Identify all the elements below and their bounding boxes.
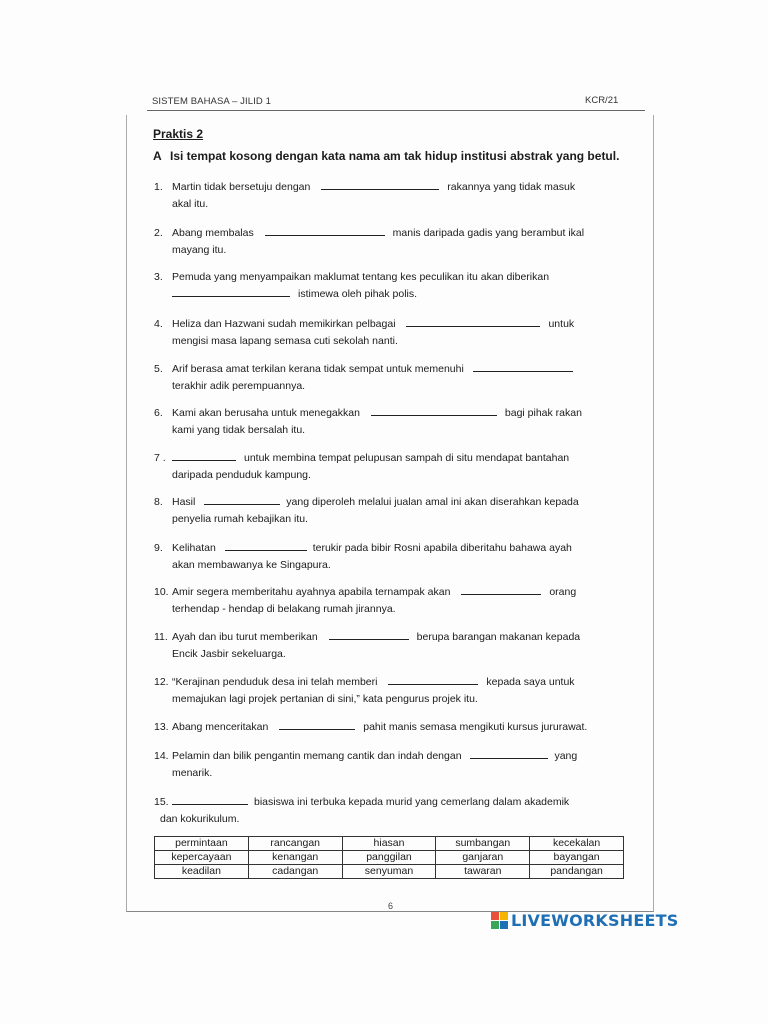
answer-blank-12[interactable] <box>388 675 478 685</box>
question-2: 2. Abang membalas manis daripada gadis yang berambut ikal mayang itu. <box>154 227 585 256</box>
answer-blank-1[interactable] <box>321 180 439 190</box>
question-14: 14. Pelamin dan bilik pengantin memang cantik dan indah dengan yang menarik. <box>154 750 578 779</box>
word-bank-cell: panggilan <box>342 851 436 865</box>
question-4: 4. Heliza dan Hazwani sudah memikirkan pelbagai untuk mengisi masa lapang semasa cuti sekolah nanti. <box>154 318 575 347</box>
answer-blank-14[interactable] <box>470 749 548 759</box>
question-9: 9. Kelihatan terukir pada bibir Rosni apabila diberitahu bahawa ayah akan membawanya ke Singapura. <box>154 542 572 571</box>
answer-blank-11[interactable] <box>329 630 409 640</box>
table-row <box>155 837 624 851</box>
word-bank-cell: tawaran <box>436 865 530 879</box>
word-bank-cell: hiasan <box>342 837 436 851</box>
logo-mark-icon <box>491 912 508 929</box>
answer-blank-3[interactable] <box>172 287 290 297</box>
word-bank-table <box>154 836 624 879</box>
word-bank-cell: keadilan <box>155 865 249 879</box>
answer-blank-8[interactable] <box>204 495 280 505</box>
instruction-letter: A <box>153 149 162 163</box>
question-6: 6. Kami akan berusaha untuk menegakkan bagi pihak rakan kami yang tidak bersalah itu. <box>154 407 582 436</box>
header-divider <box>147 110 645 111</box>
code-header: KCR/21 <box>585 95 619 106</box>
section-title: Praktis 2 <box>153 127 204 141</box>
instruction-text: Isi tempat kosong dengan kata nama am tak hidup institusi abstrak yang betul. <box>170 149 620 163</box>
answer-blank-10[interactable] <box>461 585 541 595</box>
word-bank-cell: sumbangan <box>436 837 530 851</box>
word-bank-cell: bayangan <box>530 851 624 865</box>
answer-blank-6[interactable] <box>371 406 497 416</box>
table-row <box>155 865 624 879</box>
answer-blank-5[interactable] <box>473 362 573 372</box>
page-number: 6 <box>388 901 394 911</box>
logo-text: LIVEWORKSHEETS <box>511 910 679 930</box>
question-8: 8. Hasil yang diperoleh melalui jualan amal ini akan diserahkan kepada penyelia rumah kebajikan itu. <box>154 496 579 525</box>
word-bank-cell: kepercayaan <box>155 851 249 865</box>
word-bank-cell: pandangan <box>530 865 624 879</box>
word-bank-cell: cadangan <box>248 865 342 879</box>
answer-blank-2[interactable] <box>265 226 385 236</box>
question-12: 12. “Kerajinan penduduk desa ini telah memberi kepada saya untuk memajukan lagi projek pertanian di sini,” kata pengurus projek itu. <box>154 676 575 705</box>
answer-blank-13[interactable] <box>279 720 355 730</box>
instruction <box>153 149 619 163</box>
book-header: SISTEM BAHASA – JILID 1 <box>152 96 271 107</box>
word-bank-cell: permintaan <box>155 837 249 851</box>
question-10: 10. Amir segera memberitahu ayahnya apabila ternampak akan orang terhendap - hendap di belakang rumah jirannya. <box>154 586 577 615</box>
word-bank-cell: rancangan <box>248 837 342 851</box>
word-bank-cell: senyuman <box>342 865 436 879</box>
liveworksheets-logo[interactable] <box>491 909 678 931</box>
answer-blank-9[interactable] <box>225 541 307 551</box>
question-5: 5. Arif berasa amat terkilan kerana tidak sempat untuk memenuhi terakhir adik perempuannya. <box>154 361 624 395</box>
question-15: 15. biasiswa ini terbuka kepada murid yang cemerlang dalam akademik dan kokurikulum. <box>154 796 570 825</box>
word-bank-cell: kecekalan <box>530 837 624 851</box>
table-row <box>155 851 624 865</box>
word-bank-cell: kenangan <box>248 851 342 865</box>
word-bank-cell: ganjaran <box>436 851 530 865</box>
question-11: 11. Ayah dan ibu turut memberikan berupa barangan makanan kepada Encik Jasbir sekeluarga. <box>154 631 581 660</box>
question-3: 3. Pemuda yang menyampaikan maklumat tentang kes peculikan itu akan diberikan istimewa oleh pihak polis. <box>154 271 550 300</box>
question-7: 7 . untuk membina tempat pelupusan sampah di situ mendapat bantahan daripada penduduk kampung. <box>154 452 570 481</box>
answer-blank-15[interactable] <box>172 795 248 805</box>
answer-blank-7[interactable] <box>172 451 236 461</box>
answer-blank-4[interactable] <box>406 317 540 327</box>
question-13: 13. Abang menceritakan pahit manis semasa mengikuti kursus jururawat. <box>154 721 588 733</box>
question-1: 1. Martin tidak bersetuju dengan rakannya yang tidak masuk akal itu. <box>154 181 576 210</box>
